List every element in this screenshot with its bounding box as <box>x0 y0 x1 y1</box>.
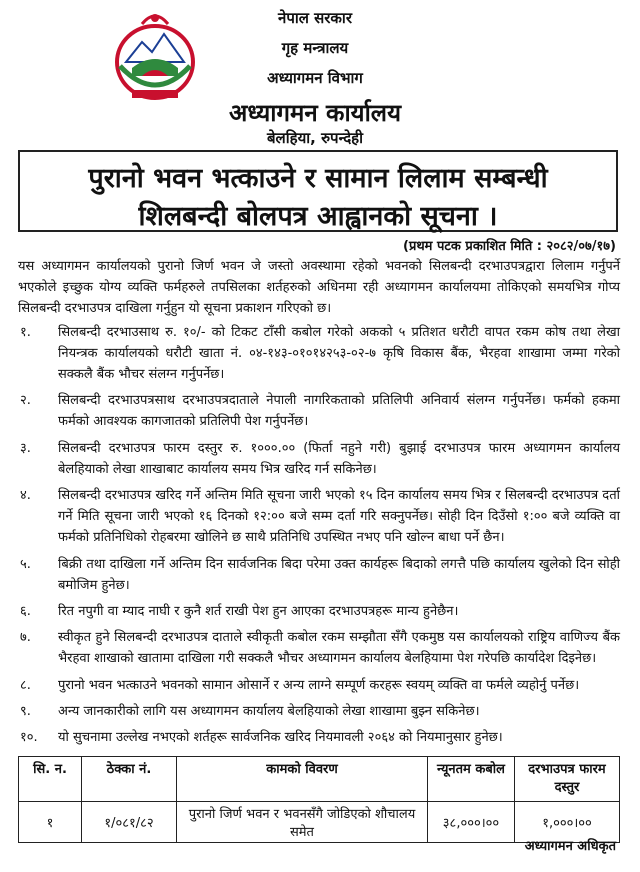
list-item-text: सिलबन्दी दरभाउसाथ रु. १०/- को टिकट टाँसी कबोल गरेको अकको ५ प्रतिशत धरौटी वापत रकम कोष तथा लेखा नियन्त्रक कार्यालयको धरौटी खाता नं. ०४-१४३-०१०१४२५३-०२-७ कृषि विकास बैंक, भैरहवा शाखामा जम्मा गरेको सक्कलै बैंक भौचर संलग्न गर्नुपर्नेछ। <box>58 324 620 383</box>
list-item <box>18 438 620 480</box>
col-header-form-fee: दरभाउपत्र फारम दस्तुर <box>515 757 620 802</box>
list-item-text: यो सुचनामा उल्लेख नभएको शर्तहरू सार्वजनिक खरिद नियमावली २०६४ को नियमानुसार हुनेछ। <box>58 730 503 746</box>
office-location: बेलहिया, रुपन्देही <box>266 129 364 147</box>
list-item-number: १. <box>20 324 31 340</box>
list-item-text: स्वीकृत हुने सिलबन्दी दरभाउपत्र दाताले स्वीकृती कबोल रकम सम्झौता सँगै एकमुष्ठ यस कार्यालयको राष्ट्रिय वाणिज्य बैंक भैरहवा शाखाको खातामा दाखिला गरी सक्कलै भौचर अध्यागमन कार्यालय बेलहियामा पेश गरेपछि कार्यादेश दिइनेछ। <box>58 630 620 667</box>
conditions-list <box>18 322 620 749</box>
notice-body <box>18 256 620 753</box>
list-item-number: १०. <box>20 730 38 746</box>
list-item <box>18 727 620 748</box>
list-item-number: ४. <box>20 488 31 504</box>
cell-contract-no: १/०८१/८२ <box>82 802 177 843</box>
published-date: (प्रथम पटक प्रकाशित मिति : २०८२/०७/१७) <box>403 239 616 254</box>
cell-description: पुरानो जिर्ण भवन र भवनसँगै जोडिएको शौचालय समेत <box>177 802 428 843</box>
list-item-text: पुरानो भवन भत्काउने भवनको सामान ओसार्ने र अन्य लाग्ने सम्पूर्ण करहरू स्वयम् व्यक्ति वा फर्मले व्यहोर्नु पर्नेछ। <box>58 677 580 693</box>
list-item-number: ९. <box>20 703 31 719</box>
cell-sn: १ <box>19 802 82 843</box>
notice-title-banner <box>18 150 618 232</box>
notice-intro: यस अध्यागमन कार्यालयको पुरानो जिर्ण भवन जे जस्तो अवस्थामा रहेको भवनको सिलबन्दी दरभाउपत्रद्वारा लिलाम गर्नुपर्ने भएकोले इच्छुक योग्य व्यक्ति फर्महरुले तपसिलका शर्तहरुको अधिनमा रही अध्यागमन कार्यालयमा तोकिएको समयभित्र गोप्य सिलबन्दी दरभाउपत्र दाखिला गर्नुहुन यो सूचना प्रकाशन गरिएको छ। <box>18 259 620 317</box>
list-item <box>18 390 620 432</box>
list-item <box>18 627 620 669</box>
list-item-number: ६. <box>20 604 31 620</box>
list-item-number: ५. <box>20 556 31 572</box>
department-name: अध्यागमन विभाग <box>267 69 363 87</box>
gov-name: नेपाल सरकार <box>278 9 352 27</box>
notice-title-line-2: शिलबन्दी बोलपत्र आह्वानको सूचना । <box>138 201 498 232</box>
list-item <box>18 701 620 722</box>
ministry-name: गृह मन्त्रालय <box>281 39 349 57</box>
list-item-text: सिलबन्दी दरभाउपत्र फारम दस्तुर रु. १०००.०० (फिर्ता नहुने गरी) बुझाई दरभाउपत्र फारम अध्यागमन कार्यालय बेलहियाको लेखा शाखाबाट कार्यालय समय भित्र खरिद गर्न सकिनेछ। <box>58 440 620 477</box>
list-item <box>18 485 620 549</box>
list-item-text: रित नपुगी वा म्याद नाघी र कुनै शर्त राखी पेश हुन आएका दरभाउपत्रहरू मान्य हुनेछैन। <box>58 604 459 620</box>
office-name: अध्यागमन कार्यालय <box>228 99 401 127</box>
list-item-number: २. <box>20 393 31 409</box>
cell-form-fee: १,०००।०० <box>515 802 620 843</box>
table-header-row <box>19 757 620 802</box>
list-item-text: अन्य जानकारीको लागि यस अध्यागमन कार्यालय बेलहियाको लेखा शाखामा बुझ्न सकिनेछ। <box>58 703 480 719</box>
list-item <box>18 554 620 596</box>
list-item <box>18 675 620 696</box>
signer-title: अध्यागमन अधिकृत <box>524 839 616 854</box>
list-item-text: सिलबन्दी दरभाउपत्रसाथ दरभाउपत्रदाताले नेपाली नागरिकताको प्रतिलिपी अनिवार्य संलग्न गर्नुपर्नेछ। फर्मको हकमा फर्मको आवश्यक कागजातको प्रतिलिपी पेश गर्नुपर्नेछ। <box>58 393 620 430</box>
col-header-contract-no: ठेक्का नं. <box>82 757 177 802</box>
contract-table <box>18 756 620 843</box>
list-item-number: ३. <box>20 440 31 456</box>
list-item-text: बिक्री तथा दाखिला गर्ने अन्तिम दिन सार्वजनिक बिदा परेमा उक्त कार्यहरू बिदाको लगत्तै पछि कार्यालय खुलेको दिन सोही बमोजिम हुनेछ। <box>58 556 620 593</box>
list-item <box>18 601 620 622</box>
list-item <box>18 322 620 386</box>
nepal-emblem-icon <box>112 6 198 106</box>
col-header-sn: सि. न. <box>19 757 82 802</box>
list-item-number: ७. <box>20 630 31 646</box>
notice-title-line-1: पुरानो भवन भत्काउने र सामान लिलाम सम्बन्धी <box>88 163 548 194</box>
list-item-text: सिलबन्दी दरभाउपत्र खरिद गर्ने अन्तिम मिति सूचना जारी भएको १५ दिन कार्यालय समय भित्र र सिलबन्दी दरभाउपत्र दर्ता गर्ने मिति सूचना जारी भएको १६ दिनको १२:०० बजे सम्म दर्ता गरि सक्नुपर्नेछ। सोही दिन दिउँसो १:०० बजे व्यक्ति वा फर्मको प्रतिनिधिको रोहबरमा खोलिने छ साथै प्रतिनिधि उपस्थित नभए पनि खोल्न बाधा पर्ने छैन। <box>58 488 620 546</box>
list-item-number: ८. <box>20 677 31 693</box>
cell-min-bid: ३८,०००।०० <box>428 802 515 843</box>
col-header-description: कामको विवरण <box>177 757 428 802</box>
col-header-min-bid: न्यूनतम कबोल <box>428 757 515 802</box>
